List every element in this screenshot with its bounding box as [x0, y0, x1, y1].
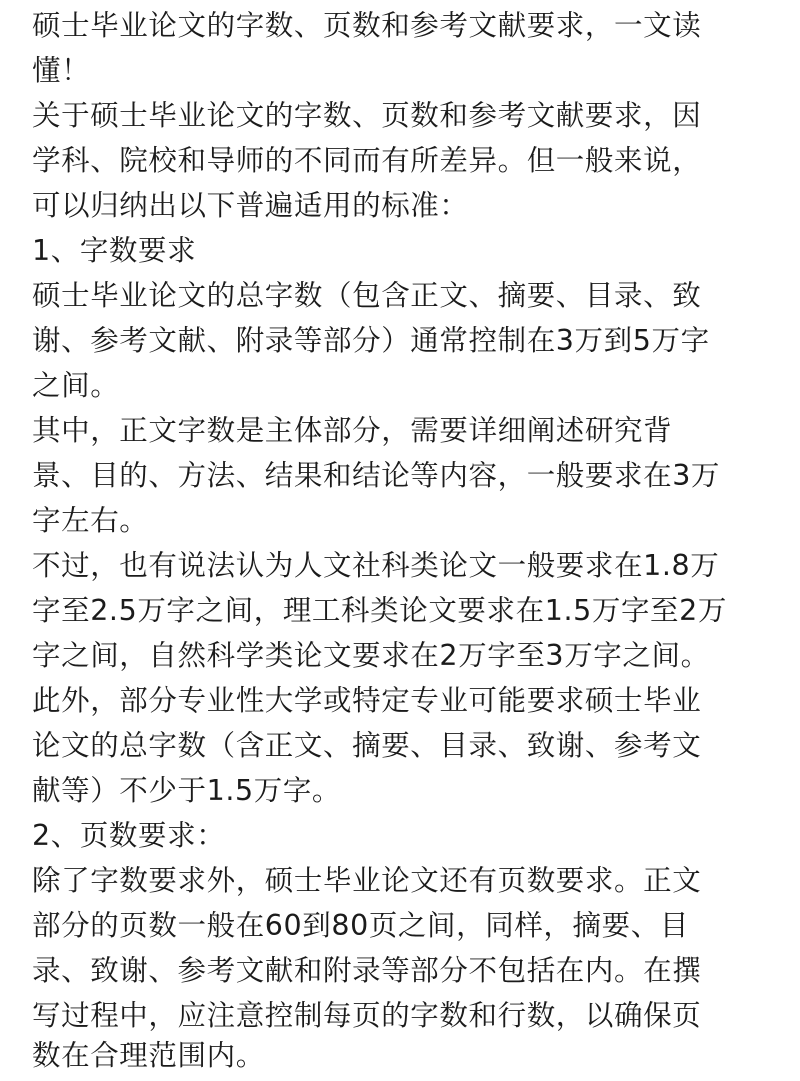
intro-line-3: 可以归纳出以下普遍适用的标准：: [32, 189, 469, 222]
section-2-p1-line-1: 除了字数要求外，硕士毕业论文还有页数要求。正文: [32, 864, 702, 897]
section-1-p4-line-1: 此外，部分专业性大学或特定专业可能要求硕士毕业: [32, 684, 702, 717]
section-2-p1-line-2: 部分的页数一般在60到80页之间，同样，摘要、目: [32, 909, 689, 942]
section-1-p3-line-3: 字之间，自然科学类论文要求在2万字至3万字之间。: [32, 639, 710, 672]
title-line-2: 懂！: [32, 54, 91, 87]
section-1-p1-line-1: 硕士毕业论文的总字数（包含正文、摘要、目录、致: [32, 279, 702, 312]
title-line-1: 硕士毕业论文的字数、页数和参考文献要求，一文读: [32, 9, 702, 42]
section-1-p2-line-3: 字左右。: [32, 504, 149, 537]
section-2-heading: 2、页数要求：: [32, 819, 226, 852]
section-1-p4-line-2: 论文的总字数（含正文、摘要、目录、致谢、参考文: [32, 729, 702, 762]
intro-line-1: 关于硕士毕业论文的字数、页数和参考文献要求，因: [32, 99, 702, 132]
section-1-heading: 1、字数要求: [32, 234, 197, 267]
section-1-p3-line-1: 不过，也有说法认为人文社科类论文一般要求在1.8万: [32, 549, 720, 582]
section-1-p1-line-3: 之间。: [32, 369, 120, 402]
section-1-p2-line-2: 景、目的、方法、结果和结论等内容，一般要求在3万: [32, 459, 721, 492]
section-1-p4-line-3: 献等）不少于1.5万字。: [32, 774, 342, 807]
section-1-p3-line-2: 字至2.5万字之间，理工科类论文要求在1.5万字至2万: [32, 594, 727, 627]
intro-line-2: 学科、院校和导师的不同而有所差异。但一般来说，: [32, 144, 702, 177]
section-1-p2-line-1: 其中，正文字数是主体部分，需要详细阐述研究背: [32, 414, 673, 447]
section-2-p1-line-4: 写过程中，应注意控制每页的字数和行数，以确保页: [32, 999, 702, 1032]
section-2-p1-line-3: 录、致谢、参考文献和附录等部分不包括在内。在撰: [32, 954, 702, 987]
section-2-p1-line-5: 数在合理范围内。: [32, 1039, 265, 1072]
section-1-p1-line-2: 谢、参考文献、附录等部分）通常控制在3万到5万字: [32, 324, 710, 357]
